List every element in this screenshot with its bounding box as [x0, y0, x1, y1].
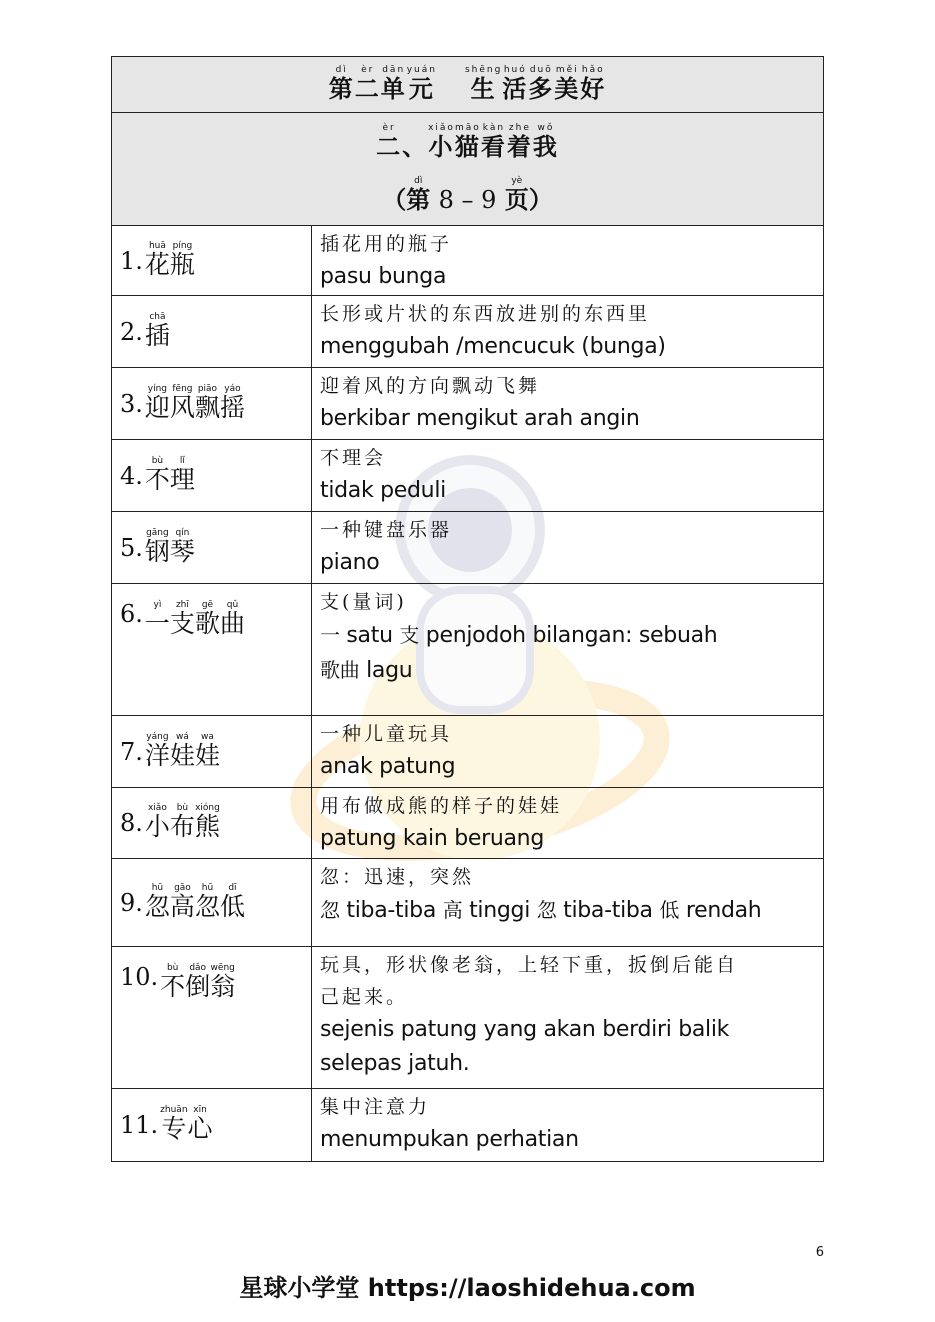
entry-definition — [312, 584, 823, 715]
unit-header — [112, 57, 823, 113]
footer — [0, 1268, 935, 1303]
entry-word — [112, 296, 312, 367]
entry-number: 11. — [120, 1111, 159, 1139]
entry-term — [160, 963, 235, 1003]
ruby-character: 小xiǎo — [428, 123, 455, 161]
ruby-character: 、 — [402, 132, 429, 161]
page-number: 6 — [815, 1245, 824, 1260]
entry-word — [112, 368, 312, 439]
definition-chinese: 支(量词) — [320, 591, 407, 613]
ruby-character: 瓶píng — [169, 240, 195, 279]
ruby-character: 风fēng — [169, 383, 195, 422]
entry-row — [112, 512, 823, 584]
entry-definition — [312, 1089, 823, 1161]
definition-malay: patung kain beruang — [320, 826, 544, 851]
definition-malay: tidak peduli — [320, 478, 446, 503]
ruby-character: 歌gē — [194, 600, 220, 638]
ruby-character: 倒dǎo — [185, 963, 211, 1001]
ruby-character: 娃wa — [194, 731, 220, 770]
ruby-character: 花huā — [144, 240, 170, 279]
ruby-character: 低dī — [219, 882, 245, 921]
entry-row — [112, 788, 823, 859]
ruby-character: 迎yíng — [144, 383, 170, 422]
definition-chinese: 忽：迅速，突然 — [320, 866, 475, 888]
ruby-character: 二èr — [354, 65, 381, 103]
ruby-character: 单dān — [380, 65, 407, 103]
ruby-character: 曲qǔ — [219, 600, 245, 638]
entry-word — [112, 947, 312, 1088]
ruby-character: 美měi — [554, 65, 581, 103]
entry-list — [112, 226, 823, 1161]
entry-term — [145, 384, 245, 424]
definition-malay: menumpukan perhatian — [320, 1127, 579, 1152]
vocabulary-table — [111, 56, 824, 1162]
ruby-character: 一yì — [144, 600, 170, 638]
definition-chinese: 长形或片状的东西放进别的东西里 — [320, 303, 651, 325]
definition-malay: piano — [320, 550, 380, 575]
entry-number: 4. — [120, 461, 143, 490]
entry-word — [112, 512, 312, 583]
lesson-title — [376, 123, 559, 162]
entry-row — [112, 584, 823, 716]
ruby-character: 娃wá — [169, 731, 195, 770]
entry-term — [145, 528, 195, 568]
ruby-character: 看kàn — [480, 123, 507, 161]
ruby-character: 翁wēng — [210, 963, 236, 1001]
entry-definition — [312, 716, 823, 787]
entry-definition — [312, 226, 823, 295]
entry-definition — [312, 512, 823, 583]
ruby-character: 理lǐ — [169, 455, 195, 494]
entry-definition — [312, 859, 823, 946]
entry-term — [145, 241, 195, 281]
entry-row — [112, 296, 823, 368]
entry-number: 9. — [120, 888, 143, 917]
entry-word — [112, 716, 312, 787]
ruby-character: 支zhī — [169, 600, 195, 638]
definition-malay: menggubah /mencucuk (bunga) — [320, 334, 666, 359]
entry-definition — [312, 440, 823, 511]
entry-number: 5. — [120, 533, 143, 562]
entry-number: 2. — [120, 317, 143, 346]
definition-chinese: 用布做成熊的样子的娃娃 — [320, 795, 563, 817]
definition-mixed: 歌曲 lagu — [320, 658, 413, 683]
ruby-character: 插chā — [144, 311, 170, 350]
ruby-character: 好hǎo — [580, 65, 607, 103]
entry-row — [112, 368, 823, 440]
ruby-character: 布bù — [169, 803, 195, 841]
entry-number: 6. — [120, 600, 143, 628]
definition-chinese: 一种键盘乐器 — [320, 519, 453, 541]
entry-word — [112, 584, 312, 715]
entry-term — [160, 1105, 212, 1145]
ruby-character: 忽hū — [144, 882, 170, 921]
ruby-character: 多duō — [528, 65, 555, 103]
definition-chinese: 玩具，形状像老翁，上轻下重，扳倒后能自 — [320, 954, 739, 976]
definition-chinese: 集中注意力 — [320, 1096, 431, 1118]
unit-title — [329, 65, 607, 104]
ruby-character: 钢gāng — [144, 527, 170, 566]
entry-number: 8. — [120, 809, 143, 837]
ruby-character: 着zhe — [506, 123, 533, 161]
entry-definition — [312, 296, 823, 367]
ruby-character: 摇yáo — [219, 383, 245, 422]
definition-mixed: 一 satu 支 penjodoh bilangan: sebuah — [320, 623, 718, 648]
ruby-character: 第dì — [328, 65, 355, 103]
entry-term — [145, 456, 195, 496]
ruby-character: 生shēng — [464, 65, 503, 103]
entry-term — [145, 883, 245, 923]
definition-malay: sejenis patung yang akan berdiri balik — [320, 1017, 730, 1042]
ruby-character: 不bù — [160, 963, 186, 1001]
entry-definition — [312, 947, 823, 1088]
entry-term — [145, 312, 170, 352]
definition-malay: anak patung — [320, 754, 456, 779]
ruby-character: 熊xióng — [194, 803, 220, 841]
ruby-character: 专zhuān — [160, 1105, 188, 1143]
entry-word — [112, 788, 312, 858]
definition-chinese: 迎着风的方向飘动飞舞 — [320, 375, 541, 397]
ruby-character: 二èr — [376, 123, 403, 161]
footer-brand: 星球小学堂 — [239, 1273, 360, 1302]
definition-mixed: 忽 tiba-tiba 高 tinggi 忽 tiba-tiba 低 rendah — [320, 898, 762, 923]
lesson-pages: （第dì 8 – 9 页yè） — [382, 176, 553, 214]
ruby-character: 心xīn — [187, 1105, 213, 1143]
definition-malay: berkibar mengikut arah angin — [320, 406, 640, 431]
footer-url: https://laoshidehua.com — [367, 1274, 696, 1302]
entry-row — [112, 716, 823, 788]
entry-term — [145, 732, 220, 772]
entry-number: 1. — [120, 246, 143, 275]
entry-word — [112, 1089, 312, 1161]
entry-number: 10. — [120, 963, 159, 991]
entry-word — [112, 440, 312, 511]
definition-malay: pasu bunga — [320, 264, 447, 289]
entry-row — [112, 859, 823, 947]
definition-chinese: 不理会 — [320, 447, 387, 469]
entry-term — [145, 803, 220, 843]
entry-definition — [312, 788, 823, 858]
ruby-character: 我wǒ — [532, 123, 559, 161]
ruby-character: 忽hū — [194, 882, 220, 921]
ruby-character: 飘piāo — [194, 383, 220, 422]
ruby-character: 页yè — [504, 176, 529, 214]
ruby-character: 不bù — [144, 455, 170, 494]
definition-chinese: 己起来。 — [320, 986, 409, 1008]
ruby-character: 元yuán — [406, 65, 437, 103]
ruby-character: 活huó — [502, 65, 529, 103]
entry-row — [112, 440, 823, 512]
definition-malay: selepas jatuh. — [320, 1051, 470, 1076]
entry-number: 7. — [120, 737, 143, 766]
lesson-header — [112, 113, 823, 226]
definition-chinese: 一种儿童玩具 — [320, 723, 453, 745]
entry-row — [112, 1089, 823, 1161]
definition-chinese: 插花用的瓶子 — [320, 233, 453, 255]
ruby-character: 洋yáng — [144, 731, 170, 770]
entry-word — [112, 859, 312, 946]
ruby-character: 高gāo — [169, 882, 195, 921]
entry-term — [145, 600, 245, 640]
ruby-character: 猫māo — [454, 123, 481, 161]
entry-number: 3. — [120, 389, 143, 418]
entry-row — [112, 226, 823, 296]
entry-row — [112, 947, 823, 1089]
entry-word — [112, 226, 312, 295]
entry-definition — [312, 368, 823, 439]
ruby-character: 第dì — [406, 176, 431, 214]
ruby-character: 小xiǎo — [144, 803, 170, 841]
ruby-character: 琴qín — [169, 527, 195, 566]
